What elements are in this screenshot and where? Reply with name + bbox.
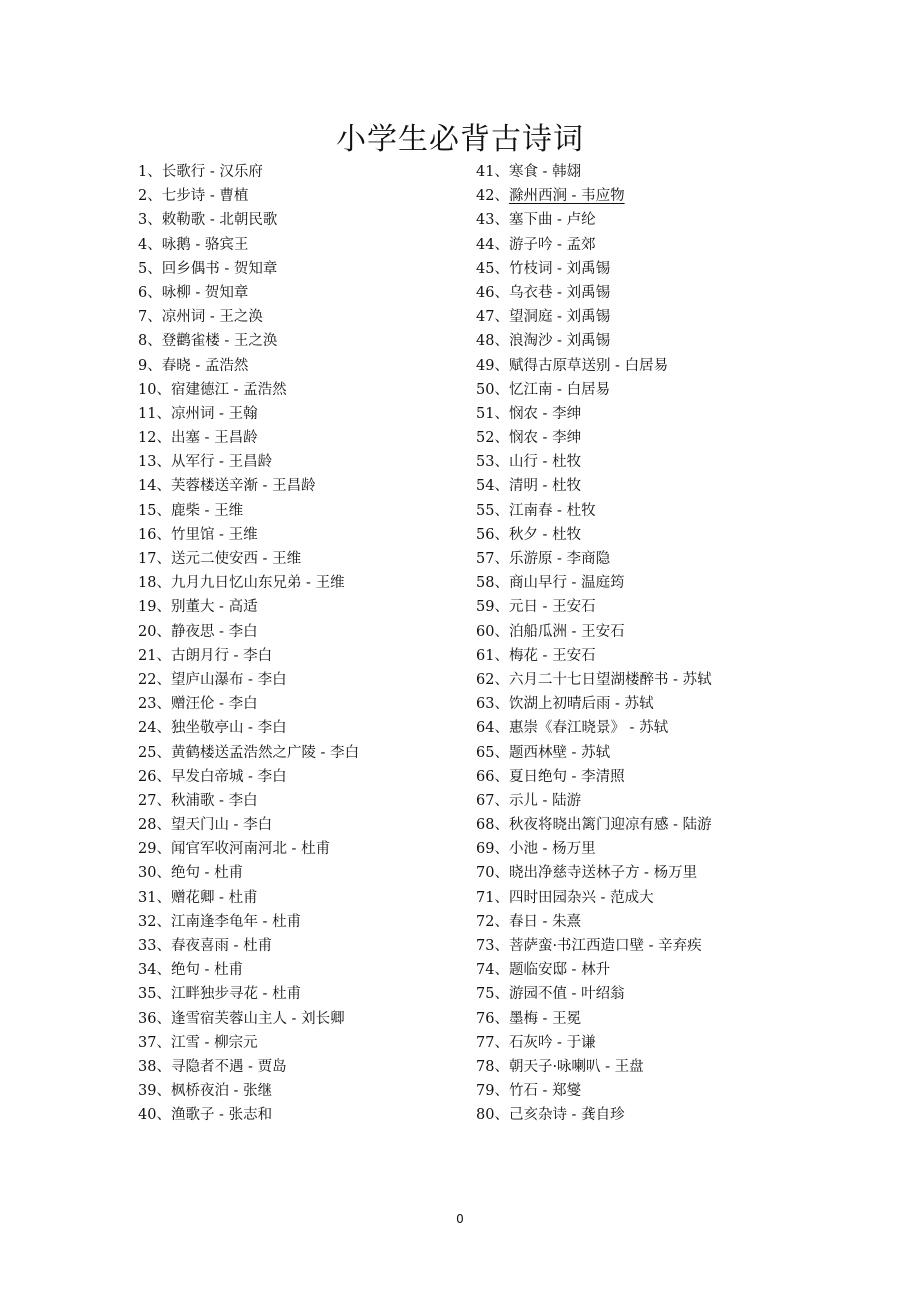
poem-list-item: 37、江雪 - 柳宗元 <box>138 1034 258 1051</box>
poem-list-item: 34、绝句 - 杜甫 <box>138 962 244 979</box>
poem-list-item: 69、小池 - 杨万里 <box>476 841 596 858</box>
poem-list-item: 33、春夜喜雨 - 杜甫 <box>138 938 273 954</box>
poem-list-item: 79、竹石 - 郑燮 <box>476 1083 582 1100</box>
poem-list-item: 50、忆江南 - 白居易 <box>476 381 611 398</box>
poem-list-item: 77、石灰吟 - 于谦 <box>476 1034 596 1051</box>
poem-list-item: 38、寻隐者不遇 - 贾岛 <box>138 1058 287 1075</box>
poem-list-left <box>138 160 458 1128</box>
poem-list-item: 26、早发白帝城 - 李白 <box>138 768 287 785</box>
poem-list-item: 72、春日 - 朱熹 <box>476 913 582 930</box>
poem-list-item: 27、秋浦歌 - 李白 <box>138 792 258 809</box>
poem-list-item: 45、竹枝词 - 刘禹锡 <box>476 260 611 277</box>
page-title: 小学生必背古诗词 <box>336 122 584 157</box>
poem-list-item: 56、秋夕 - 杜牧 <box>476 526 582 543</box>
poem-list-item: 65、题西林壁 - 苏轼 <box>476 744 611 761</box>
poem-list-item: 8、登鹳雀楼 - 王之涣 <box>138 333 278 350</box>
poem-list-item: 57、乐游原 - 李商隐 <box>476 551 611 567</box>
poem-list-item: 24、独坐敬亭山 - 李白 <box>138 720 287 737</box>
poem-list-item: 35、江畔独步寻花 - 杜甫 <box>138 986 302 1003</box>
poem-list-item: 54、清明 - 杜牧 <box>476 478 582 495</box>
poem-list-item: 10、宿建德江 - 孟浩然 <box>138 381 287 398</box>
poem-list-item: 48、浪淘沙 - 刘禹锡 <box>476 333 611 350</box>
poem-list-item: 68、秋夜将晓出篱门迎凉有感 - 陆游 <box>476 817 712 834</box>
poem-list-item: 20、静夜思 - 李白 <box>138 623 258 640</box>
poem-list-item: 11、凉州词 - 王翰 <box>138 405 258 422</box>
poem-list-item: 51、悯农 - 李绅 <box>476 405 582 422</box>
poem-list-item: 23、赠汪伦 - 李白 <box>138 696 258 713</box>
poem-list-item: 76、墨梅 - 王冕 <box>476 1010 582 1027</box>
poem-list-item: 4、咏鹅 - 骆宾王 <box>138 236 249 253</box>
poem-list-item: 22、望庐山瀑布 - 李白 <box>138 671 287 688</box>
poem-list-item: 75、游园不值 - 叶绍翁 <box>476 986 625 1003</box>
poem-list-item: 1、长歌行 - 汉乐府 <box>138 164 263 180</box>
poem-list-item: 41、寒食 - 韩翃 <box>476 164 582 180</box>
poem-list-item: 53、山行 - 杜牧 <box>476 454 582 471</box>
poem-list-item: 30、绝句 - 杜甫 <box>138 865 244 882</box>
poem-list-item: 80、己亥杂诗 - 龚自珍 <box>476 1107 625 1124</box>
poem-list-right <box>476 160 776 1128</box>
poem-list-item: 39、枫桥夜泊 - 张继 <box>138 1083 273 1100</box>
poem-list-item: 3、敕勒歌 - 北朝民歌 <box>138 212 278 229</box>
poem-list-item: 2、七步诗 - 曹植 <box>138 188 249 205</box>
poem-list-item: 16、竹里馆 - 王维 <box>138 526 258 543</box>
poem-list-item: 46、乌衣巷 - 刘禹锡 <box>476 284 611 301</box>
poem-list-item: 61、梅花 - 王安石 <box>476 647 596 664</box>
poem-list-item: 43、塞下曲 - 卢纶 <box>476 212 596 229</box>
poem-list-item: 58、商山早行 - 温庭筠 <box>476 575 625 592</box>
poem-list-item: 32、江南逢李龟年 - 杜甫 <box>138 913 302 930</box>
poem-list-item: 13、从军行 - 王昌龄 <box>138 454 273 471</box>
poem-list-item: 42、滁州西涧 - 韦应物 <box>476 188 625 205</box>
poem-list-item: 44、游子吟 - 孟郊 <box>476 236 596 253</box>
poem-list-item: 17、送元二使安西 - 王维 <box>138 551 302 567</box>
poem-list-item: 15、鹿柴 - 王维 <box>138 502 244 519</box>
poem-list-item: 5、回乡偶书 - 贺知章 <box>138 260 278 277</box>
poem-list-item: 12、出塞 - 王昌龄 <box>138 430 258 447</box>
poem-list-item: 73、菩萨蛮·书江西造口壁 - 辛弃疾 <box>476 938 702 954</box>
poem-list-item: 9、春晓 - 孟浩然 <box>138 357 249 374</box>
poem-list-item: 28、望天门山 - 李白 <box>138 817 273 834</box>
poem-list-item: 14、芙蓉楼送辛渐 - 王昌龄 <box>138 478 316 495</box>
poem-list-item: 70、晓出净慈寺送林子方 - 杨万里 <box>476 865 698 882</box>
poem-list-item: 29、闻官军收河南河北 - 杜甫 <box>138 841 331 858</box>
poem-list-item: 71、四时田园杂兴 - 范成大 <box>476 889 654 906</box>
poem-list-item: 60、泊船瓜洲 - 王安石 <box>476 623 625 640</box>
poem-list-item: 62、六月二十七日望湖楼醉书 - 苏轼 <box>476 671 712 688</box>
poem-list-item: 59、元日 - 王安石 <box>476 599 596 616</box>
poem-list-item: 63、饮湖上初晴后雨 - 苏轼 <box>476 696 654 713</box>
poem-list-item: 19、别董大 - 高适 <box>138 599 258 616</box>
poem-list-item: 52、悯农 - 李绅 <box>476 430 582 447</box>
poem-list-item: 74、题临安邸 - 林升 <box>476 962 611 979</box>
poem-list-item: 6、咏柳 - 贺知章 <box>138 284 249 301</box>
poem-list-item: 49、赋得古原草送别 - 白居易 <box>476 357 669 374</box>
poem-list-item: 25、黄鹤楼送孟浩然之广陵 - 李白 <box>138 744 360 761</box>
page-number: 0 <box>456 1212 464 1226</box>
poem-list-item: 18、九月九日忆山东兄弟 - 王维 <box>138 575 345 592</box>
poem-list-item: 7、凉州词 - 王之涣 <box>138 309 263 326</box>
poem-list-item: 40、渔歌子 - 张志和 <box>138 1107 273 1124</box>
poem-list-item: 67、示儿 - 陆游 <box>476 792 582 809</box>
poem-list-item: 21、古朗月行 - 李白 <box>138 647 273 664</box>
poem-list-item: 78、朝天子·咏喇叭 - 王盘 <box>476 1058 644 1075</box>
poem-list-item: 47、望洞庭 - 刘禹锡 <box>476 309 611 326</box>
poem-list-item: 64、惠崇《春江晓景》 - 苏轼 <box>476 720 669 737</box>
poem-list-item: 66、夏日绝句 - 李清照 <box>476 768 625 785</box>
poem-list-item: 55、江南春 - 杜牧 <box>476 502 596 519</box>
poem-list-item: 31、赠花卿 - 杜甫 <box>138 889 258 906</box>
poem-list-item: 36、逢雪宿芙蓉山主人 - 刘长卿 <box>138 1010 345 1027</box>
